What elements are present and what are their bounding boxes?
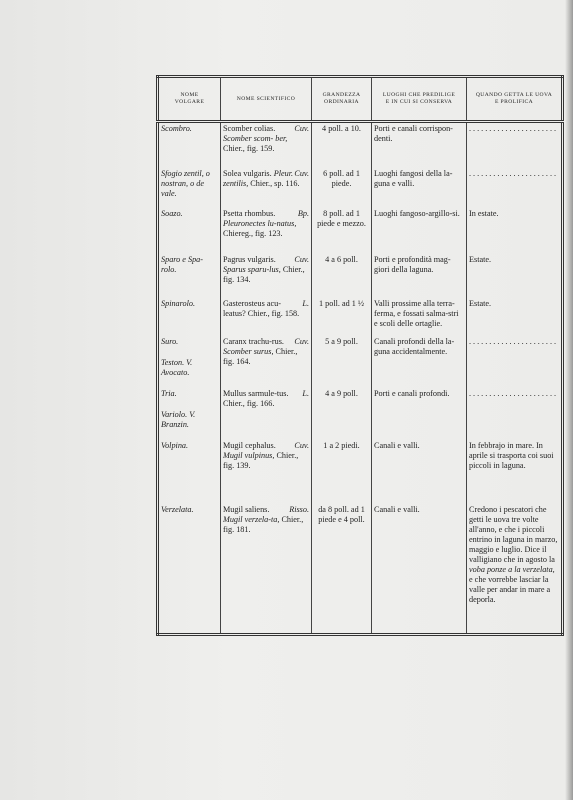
page-edge-shadow [565,0,573,800]
luoghi: Valli prossime alla terra-ferma, e fossati salma-stri e scoli delle ortaglie. [372,298,467,336]
nome-volgare: Sparo e Spa-rolo. [158,254,221,298]
nome-scientifico: Risso. Mugil saliens. Mugil verzela-ta, Chier., fig. 181. [221,504,312,635]
grandezza: 1 a 2 piedi. [312,440,372,504]
table-row [158,298,563,336]
luoghi: Luoghi fangoso-argillo-si. [372,208,467,254]
table-row [158,254,563,298]
table-row [158,208,563,254]
nome-volgare: Suro. Teston. V. Avocato. [158,336,221,388]
nome-scientifico: Cuv. Scomber colias. Scomber scom- ber, Chier., fig. 159. [221,122,312,168]
grandezza: 4 a 9 poll. [312,388,372,440]
nome-volgare: Sfogio zentil, o nostran, o de vale. [158,168,221,208]
nome-volgare: Soazo. [158,208,221,254]
uova: In febbrajo in mare. In aprile si trasporta coi suoi piccoli in laguna. [467,440,563,504]
grandezza: 4 a 6 poll. [312,254,372,298]
nome-volgare: Spinarolo. [158,298,221,336]
uova: ...................... [467,122,563,168]
uova: Estate. [467,298,563,336]
table-row [158,168,563,208]
grandezza: 5 a 9 poll. [312,336,372,388]
uova: Estate. [467,254,563,298]
nome-volgare: Verzelata. [158,504,221,635]
nome-scientifico: Cuv. Caranx trachu-rus. Scomber surus, Chier., fig. 164. [221,336,312,388]
uova: ...................... [467,336,563,388]
uova: Credono i pescatori che getti le uova tre volte all'anno, e che i piccoli entrino in laguna in marzo, maggio e luglio. Dice il valligiano che in agosto la voba ponze a la verzelata, e che vorrebbe lasciar la valle per andar in mare a deporla. [467,504,563,635]
luoghi: Canali profondi della la-guna accidentalmente. [372,336,467,388]
header-grandezza: GRANDEZZA ORDINARIA [312,77,372,122]
nome-volgare: Scombro. [158,122,221,168]
luoghi: Porti e profondità mag-giori della laguna. [372,254,467,298]
nome-scientifico: Cuv. Solea vulgaris. Pleur. zentilis, Chier., sp. 116. [221,168,312,208]
luoghi: Porti e canali profondi. [372,388,467,440]
grandezza: 1 poll. ad 1 ½ [312,298,372,336]
nome-scientifico: Cuv. Mugil cephalus. Mugil vulpinus, Chier., fig. 139. [221,440,312,504]
luoghi: Porti e canali corrispon-denti. [372,122,467,168]
luoghi: Canali e valli. [372,440,467,504]
header-luoghi: LUOGHI CHE PREDILIGE E IN CUI SI CONSERVA [372,77,467,122]
table-row [158,388,563,440]
luoghi: Canali e valli. [372,504,467,635]
nome-volgare: Volpina. [158,440,221,504]
header-volgare: NOME VOLGARE [158,77,221,122]
uova: ...................... [467,388,563,440]
nome-scientifico: Cuv. Pagrus vulgaris. Sparus sparu-lus, Chier., fig. 134. [221,254,312,298]
nome-scientifico: L. Gasterosteus acu-leatus? Chier., fig. 158. [221,298,312,336]
nome-scientifico: Bp. Psetta rhombus. Pleuronectes lu-natus, Chiereg., fig. 123. [221,208,312,254]
grandezza: 8 poll. ad 1 piede e mezzo. [312,208,372,254]
luoghi: Luoghi fangosi della la-guna e valli. [372,168,467,208]
nome-volgare: Tria. Variolo. V. Branzin. [158,388,221,440]
nome-scientifico: L. Mullus sarmule-tus. Chier., fig. 166. [221,388,312,440]
header-uova: QUANDO GETTA LE UOVA E PROLIFICA [467,77,563,122]
table-row [158,336,563,388]
header-scientifico: NOME SCIENTIFICO [221,77,312,122]
table-row [158,504,563,635]
grandezza: 6 poll. ad 1 piede. [312,168,372,208]
table-header-row [158,77,563,122]
table-row [158,440,563,504]
fish-table [156,75,564,636]
uova: In estate. [467,208,563,254]
grandezza: da 8 poll. ad 1 piede e 4 poll. [312,504,372,635]
table-row [158,122,563,168]
uova: ...................... [467,168,563,208]
grandezza: 4 poll. a 10. [312,122,372,168]
